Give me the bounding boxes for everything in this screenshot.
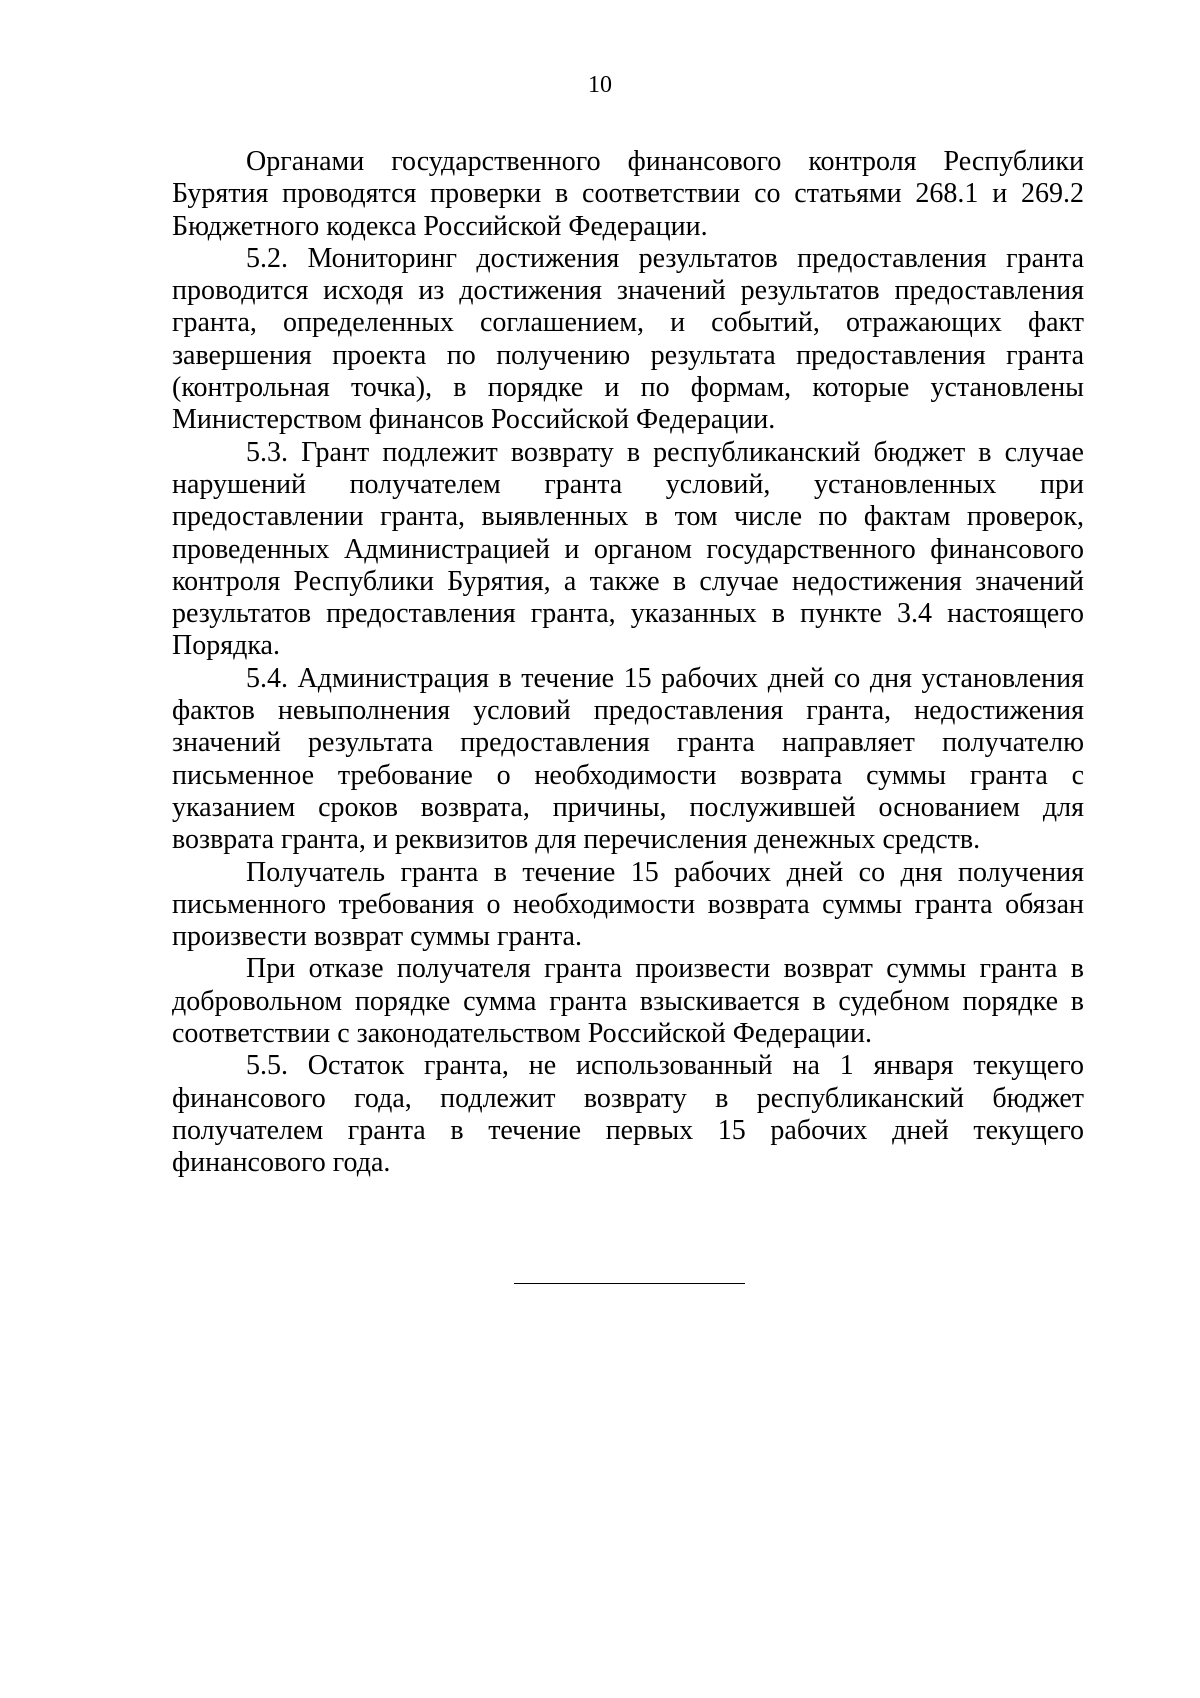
paragraph-refusal-court: При отказе получателя гранта произвести возврат суммы гранта в добровольном порядке сумма гранта взыскивается в судебном порядке в соответствии с законодательством Российской Федерации. <box>172 953 1084 1050</box>
paragraph-recipient-obligation: Получатель гранта в течение 15 рабочих дней со дня получения письменного требования о необходимости возврата суммы гранта обязан произвести возврат суммы гранта. <box>172 856 1084 953</box>
page-number: 10 <box>588 72 612 98</box>
paragraph-5-5-grant-remainder: 5.5. Остаток гранта, не использованный на 1 января текущего финансового года, подлежит возврату в республиканский бюджет получателем гранта в течение первых 15 рабочих дней текущего финансового года. <box>172 1050 1084 1179</box>
document-body <box>172 146 1084 1180</box>
paragraph-financial-control: Органами государственного финансового контроля Республики Бурятия проводятся проверки в соответствии со статьями 268.1 и 269.2 Бюджетного кодекса Российской Федерации. <box>172 146 1084 242</box>
closing-divider-line <box>514 1283 745 1284</box>
paragraph-5-4-administration-demand: 5.4. Администрация в течение 15 рабочих дней со дня установления фактов невыполнения условий предоставления гранта, недостижения значений результата предоставления гранта направляет получателю письменное требование о необходимости возврата суммы гранта с указанием сроков возврата, причины, послужившей основанием для возврата гранта, и реквизитов для перечисления денежных средств. <box>172 662 1084 856</box>
paragraph-5-3-grant-return: 5.3. Грант подлежит возврату в республиканский бюджет в случае нарушений получателем гранта условий, установленных при предоставлении гранта, выявленных в том числе по фактам проверок, проведенных Администрацией и органом государственного финансового контроля Республики Бурятия, а также в случае недостижения значений результатов предоставления гранта, указанных в пункте 3.4 настоящего Порядка. <box>172 436 1084 662</box>
paragraph-5-2-monitoring: 5.2. Мониторинг достижения результатов предоставления гранта проводится исходя из достижения значений результатов предоставления гранта, определенных соглашением, и событий, отражающих факт завершения проекта по получению результата предоставления гранта (контрольная точка), в порядке и по формам, которые установлены Министерством финансов Российской Федерации. <box>172 242 1084 436</box>
